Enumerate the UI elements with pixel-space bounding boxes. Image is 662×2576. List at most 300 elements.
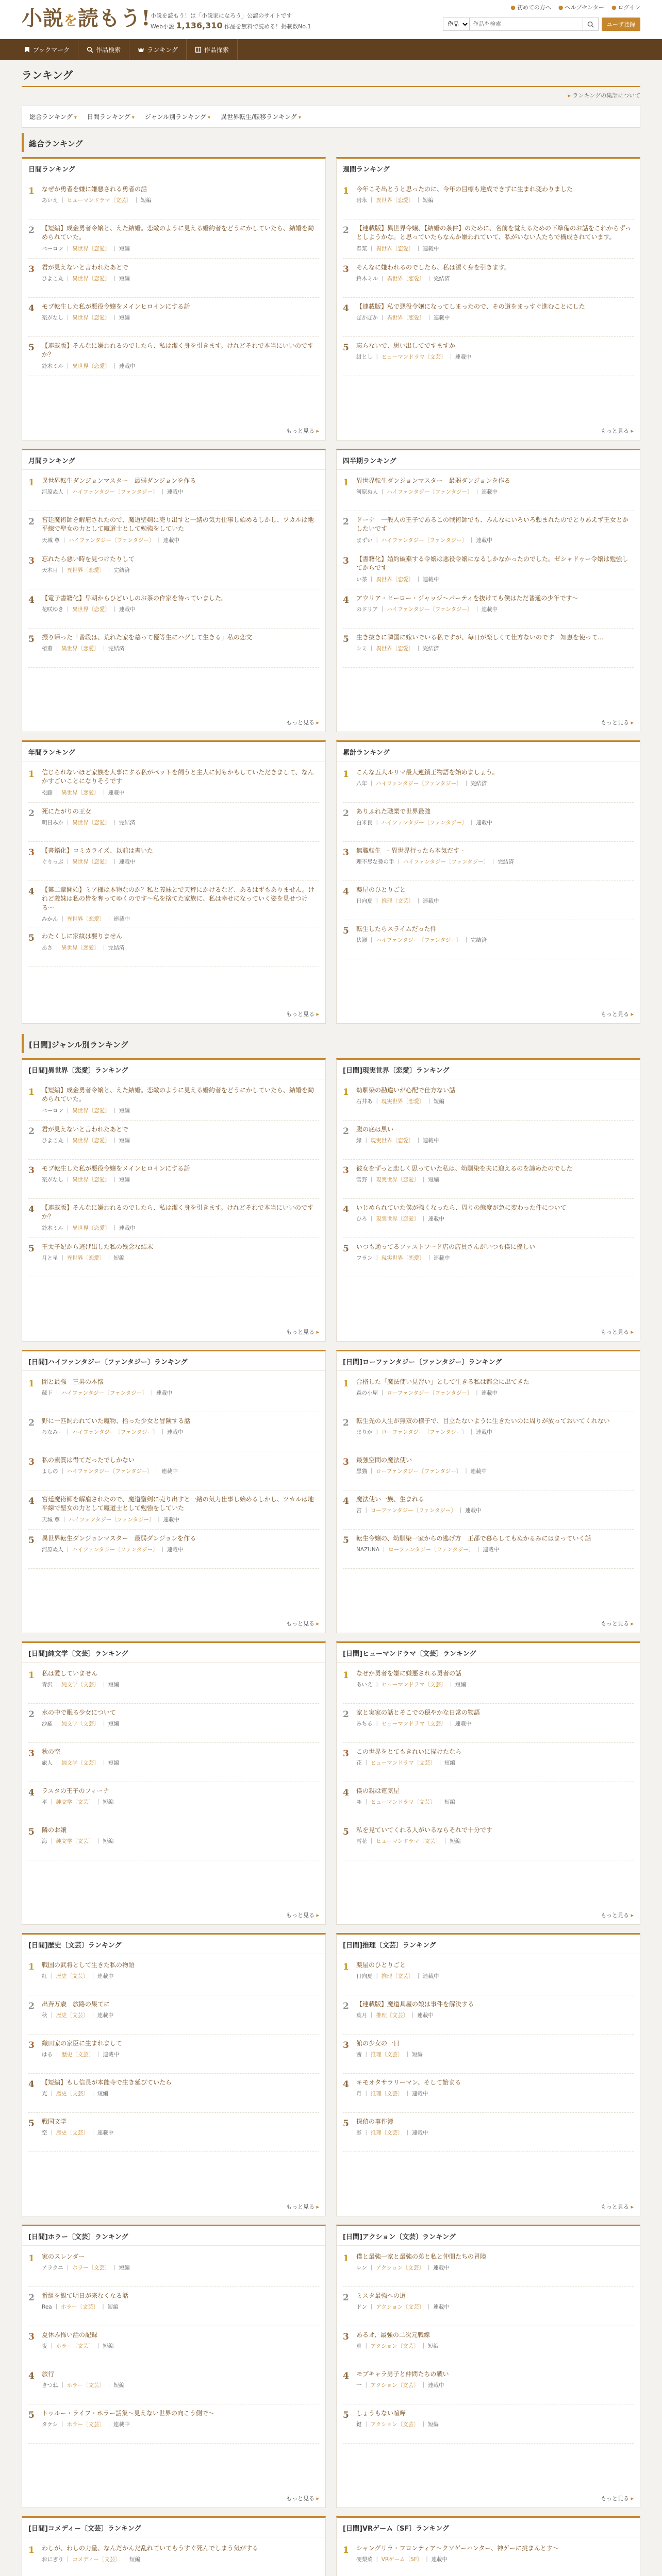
author-link[interactable]: ろなみー [42, 1429, 63, 1436]
meta-separator: ｜ [99, 1760, 108, 1767]
site-tagline: 小説を読もう！は「小説家になろう」公認のサイトです [151, 12, 292, 19]
author-link[interactable]: ぐりっぷ [42, 859, 63, 866]
ranking-item [28, 2074, 319, 2113]
author-link[interactable]: 河原ぬ人 [42, 1547, 63, 1553]
novel-title-link[interactable]: 転生先の人生が無双の様子で、目立たないように生きたいのに周りが放っておいてくれない [356, 1417, 610, 1425]
bookmark-icon [24, 46, 30, 53]
author-link[interactable]: 月 [356, 2091, 362, 2097]
author-link[interactable]: ゆ [356, 1799, 362, 1806]
site-logo[interactable]: 小説を読もう! [22, 6, 151, 30]
ranking-item [343, 1490, 634, 1530]
ranking-item-body [356, 2252, 634, 2282]
ranking-item [343, 2365, 634, 2404]
more-link[interactable]: もっと見る ▸ [286, 1010, 319, 1018]
novel-title-link[interactable]: 家のスレンダー [42, 2253, 85, 2260]
ranking-item [343, 1081, 634, 1121]
meta-separator: ｜ [379, 1547, 389, 1553]
author-link[interactable]: ひよこ丸 [42, 1138, 63, 1144]
author-link[interactable]: 岩永 [356, 197, 367, 204]
author-link[interactable]: 秋 [42, 2012, 47, 2019]
rank-number: 4 [28, 303, 35, 314]
status-label: 完結済 [470, 937, 487, 944]
author-link[interactable]: 空 [42, 2130, 47, 2137]
ranking-item-body [42, 633, 319, 663]
ranking-item-body [356, 1204, 634, 1233]
author-link[interactable]: 海 [42, 1838, 47, 1845]
novel-title-link[interactable]: この世界をとてもきれいに描けたなら [356, 1748, 462, 1755]
novel-title-link[interactable]: 私を見ていてくれる人がいるならそれで十分です [356, 1826, 493, 1834]
ranking-card-title: 月間ランキング [22, 450, 325, 470]
author-link[interactable]: ひろ [356, 1216, 367, 1223]
author-link[interactable]: 伏瀬 [356, 937, 367, 944]
author-link[interactable]: 平 [42, 1799, 47, 1806]
author-link[interactable]: ドン [356, 2304, 367, 2311]
author-link[interactable]: ベーロン [42, 245, 63, 252]
author-link[interactable]: 白米良 [356, 820, 373, 826]
author-link[interactable]: みちる [356, 1721, 373, 1727]
novel-title-link[interactable]: 隣のお嬢 [42, 1826, 67, 1834]
more-link[interactable]: もっと見る ▸ [601, 1010, 634, 1018]
novel-title-link[interactable]: 王太子妃から逃げ出した私の残念な結末 [42, 1243, 154, 1250]
tab-overall[interactable]: 総合ランキング ▾ [29, 112, 77, 121]
author-link[interactable]: 真 [356, 2343, 362, 2350]
novel-title-link[interactable]: 【電子書籍化】早朝からひどいしのお茶の作家を待っていました。 [42, 595, 228, 602]
novel-title-link[interactable]: そんなに嫌われるのでしたら、私は潔く身を引きます。 [356, 264, 511, 271]
author-link[interactable]: 夜 [42, 2343, 47, 2350]
novel-title-link[interactable]: 忘らないで、思い出してですますか [356, 342, 455, 349]
ranking-card-title: [日間]ホラー〔文芸〕ランキング [22, 2226, 325, 2246]
novel-title-link[interactable]: 【連載版】そんなに嫌われるのでしたら、私は潔く身を引きます。けれどそれで本当にいいのですか？ [42, 1204, 314, 1221]
meta-separator: ｜ [158, 489, 167, 496]
novel-title-link[interactable]: 生き抜きに隣国に嫁いでいる私ですが、毎日が楽しくて仕方ないのです 知恵を使って… [356, 634, 604, 641]
gnav-bookmark[interactable]: ブックマーク [22, 39, 78, 60]
tab-daily[interactable]: 日間ランキング ▾ [87, 112, 135, 121]
status-label: 連載中 [422, 1973, 439, 1980]
novel-title-link[interactable]: 番組を観て明日が来なくなる話 [42, 2292, 129, 2299]
author-link[interactable]: 天木目 [42, 567, 58, 574]
more-link[interactable]: もっと見る ▸ [286, 1328, 319, 1336]
meta-separator: ｜ [58, 1255, 67, 1262]
novel-title-link[interactable]: 秋の空 [42, 1748, 61, 1755]
novel-meta [42, 858, 319, 866]
author-link[interactable]: 河原ぬ人 [356, 489, 378, 496]
ranking-item [28, 589, 319, 629]
author-link[interactable]: 鈴木ミル [356, 276, 378, 282]
novel-title-link[interactable]: モブ転生した私が悪役令嬢をメインヒロインにする話 [42, 303, 190, 310]
ranking-item-body [42, 224, 319, 254]
novel-title-link[interactable]: ドーナ 一般人の王子であるこの戦術師でも、みんなにいろいろ頼まれたのでとりあえず王女とかしたいです [356, 516, 629, 533]
ranking-item [28, 2287, 319, 2326]
author-link[interactable]: 八年 [356, 781, 367, 787]
status-label: 完結済 [113, 567, 130, 574]
novel-title-link[interactable]: 宮廷魔術師を解雇されたので、魔道聖剣に売り出すと一緒の気力仕事し始めるしかし、ツカルは地平線で聖女の力として魔道士として勉強をしていた [42, 516, 314, 533]
meta-separator: ｜ [424, 1255, 434, 1262]
ranking-item [343, 2248, 634, 2287]
more-link[interactable]: もっと見る ▸ [286, 1911, 319, 1919]
author-link[interactable]: 光 [42, 2091, 47, 2097]
novel-title-link[interactable]: 私は愛していません [42, 1670, 98, 1677]
novel-title-link[interactable]: 薬屋のひとりごと [356, 886, 406, 893]
ranking-item [343, 589, 634, 629]
rank-number: 4 [343, 303, 349, 314]
novel-title-link[interactable]: なぜか勇者を嫌に嫌悪される勇者の話 [42, 185, 147, 193]
meta-separator: ｜ [59, 1516, 69, 1523]
meta-separator: ｜ [419, 2382, 428, 2389]
author-link[interactable]: あいえ [356, 1682, 373, 1688]
status-label: 短編 [427, 2343, 439, 2350]
novel-title-link[interactable]: しょうもない喧嘩 [356, 2410, 406, 2417]
novel-title-link[interactable]: 腹の底は黒い [356, 1126, 394, 1133]
ranking-item [343, 1238, 634, 1277]
novel-title-link[interactable]: 転生したらスライムだった件 [356, 925, 437, 933]
author-link[interactable]: 葉月 [356, 2012, 367, 2019]
novel-title-link[interactable]: ありふれた職業で世界最強 [356, 808, 431, 815]
novel-meta [356, 936, 634, 944]
more-link[interactable]: もっと見る ▸ [286, 718, 319, 726]
author-link[interactable]: 河原ぬ人 [42, 489, 63, 496]
ranking-item-body [42, 2409, 319, 2439]
novel-title-link[interactable]: モブキャラ男子と仲間たちの戦い [356, 2370, 449, 2378]
meta-separator: ｜ [472, 606, 482, 613]
more-link[interactable]: もっと見る ▸ [601, 1619, 634, 1628]
more-link[interactable]: もっと見る ▸ [601, 427, 634, 435]
rank-number: 5 [343, 1244, 349, 1254]
ranking-about-link[interactable]: ▸ ランキングの集計について [568, 92, 640, 99]
meta-separator: ｜ [88, 2091, 97, 2097]
author-link[interactable]: 鈴木ミル [42, 363, 63, 369]
ranking-item-body [42, 1243, 319, 1273]
author-link[interactable]: 明日みか [42, 820, 63, 826]
novel-title-link[interactable]: 宮廷魔術師を解雇されたので、魔道聖剣に売り出すと一緒の気力仕事し始めるしかし、ツカルは地平線で聖女の力として魔道士として勉強をしていた [42, 1496, 314, 1512]
status-label: 連載中 [481, 606, 498, 613]
author-link[interactable]: 宮 [356, 1507, 362, 1514]
meta-separator: ｜ [47, 1838, 56, 1845]
more-link[interactable]: もっと見る ▸ [286, 427, 319, 435]
author-link[interactable]: 青沢 [42, 1682, 53, 1688]
novel-title-link[interactable]: 【第二章開始】ミア様は本物なのか？私と義妹とで天秤にかけるなど、あるはずもありません。けれど義妹は私の皆を奪ってゆくのです〜私を捨てた家族に、私は幸せになっていく姿を見せつける〜 [42, 886, 315, 911]
novel-title-link[interactable]: あるオ、最強の二次元戦線 [356, 2331, 430, 2338]
novel-title-link[interactable]: 死にたがりの王女 [42, 808, 92, 815]
author-link[interactable]: い茶 [356, 576, 367, 583]
search-input[interactable] [470, 18, 583, 31]
novel-title-link[interactable]: わたくしに家紋は要りません [42, 933, 123, 940]
author-link[interactable]: 天城 尊 [42, 1516, 60, 1523]
novel-title-link[interactable]: 薬屋のひとりごと [356, 1961, 406, 1969]
meta-separator: ｜ [367, 646, 376, 652]
novel-title-link[interactable]: モブ転生した私が悪役令嬢をメインヒロインにする話 [42, 1165, 190, 1172]
author-link[interactable]: はる [42, 2052, 53, 2058]
author-link[interactable]: 松藤 [42, 789, 53, 796]
genre-label: 歴史〔文芸〕 [61, 2052, 94, 2058]
search-button[interactable] [583, 18, 599, 31]
ranking-item-body [42, 1125, 319, 1155]
status-label: 短編 [119, 1107, 130, 1114]
gnav-search[interactable]: 作品検索 [78, 39, 129, 60]
novel-title-link[interactable]: 家と実家の話とそこでの穏やかな日常の物語 [356, 1709, 481, 1716]
meta-separator: ｜ [110, 1138, 119, 1144]
author-link[interactable]: よしの [42, 1468, 58, 1475]
author-link[interactable]: ひよこ丸 [42, 276, 63, 282]
status-label: 連載中 [97, 1973, 114, 1980]
author-link[interactable]: みかん [42, 916, 58, 923]
more-link[interactable]: もっと見る ▸ [286, 2202, 319, 2211]
ranking-item-body [42, 1787, 319, 1817]
more-link[interactable]: もっと見る ▸ [601, 2202, 634, 2211]
novel-title-link[interactable]: 戦国の武将として生きた私の物語 [42, 1961, 135, 1969]
novel-title-link[interactable]: いじめられていた僕が強くなったら、周りの態度が急に変わった件について [356, 1204, 567, 1211]
author-link[interactable]: 蔵下 [42, 1390, 53, 1397]
ranking-item-body [356, 886, 634, 916]
ranking-item [343, 1782, 634, 1821]
genre-label: ハイファンタジー〔ファンタジー〕 [376, 937, 462, 944]
ranking-card [22, 1350, 326, 1633]
meta-separator: ｜ [413, 197, 423, 204]
rank-number: 1 [343, 2253, 349, 2264]
author-link[interactable]: 一 [356, 2382, 362, 2389]
author-link[interactable]: 花咲ゆき [42, 606, 63, 613]
status-label: 連載中 [167, 489, 184, 496]
ranking-item [343, 920, 634, 959]
status-label: 連載中 [422, 898, 439, 905]
novel-meta [356, 2303, 634, 2311]
rank-number: 3 [343, 848, 349, 858]
meta-separator: ｜ [63, 859, 73, 866]
author-link[interactable]: Rea [42, 2304, 52, 2311]
novel-title-link[interactable]: ミスタ最強への道 [356, 2292, 406, 2299]
novel-title-link[interactable]: 僕と最強一家と最強の弟と私と仲間たちの冒険 [356, 2253, 487, 2260]
author-link[interactable]: 天城 尊 [42, 537, 60, 544]
novel-title-link[interactable]: ラスタの王子のフィーナ [42, 1787, 109, 1794]
meta-separator: ｜ [446, 1721, 455, 1727]
ranking-item-body [356, 2117, 634, 2147]
genre-label: 純文学〔文芸〕 [61, 1682, 100, 1688]
author-link[interactable]: 紅 [42, 1973, 47, 1980]
genre-label: ホラー〔文芸〕 [67, 2382, 105, 2389]
novel-title-link[interactable]: 館の少女の一日 [356, 2040, 400, 2047]
genre-label: 異世界〔恋愛〕 [387, 276, 425, 282]
novel-title-link[interactable]: なぜか勇者を嫌に嫌悪される勇者の話 [356, 1670, 462, 1677]
author-link[interactable]: 楽がなし [42, 315, 63, 321]
novel-title-link[interactable]: 【連載版】私で悪役令嬢になってしまったので、その道をまっすぐ進むことにした [356, 303, 585, 310]
ranking-item-body [356, 594, 634, 624]
ranking-item-body [356, 263, 634, 293]
author-link[interactable]: 縁 [356, 1138, 362, 1144]
author-link[interactable]: 黒猫 [356, 1468, 367, 1475]
rank-number: 5 [343, 1827, 349, 1837]
novel-title-link[interactable]: 彼女をずっと恋しく思っていた私は、幼馴染を夫に迎えるのを諦めたのでした [356, 1165, 573, 1172]
status-label: 完結済 [498, 859, 514, 866]
author-link[interactable]: 雪花 [356, 1838, 367, 1845]
novel-title-link[interactable]: 今年こそ出とうと思ったのに、今年の目標も達成できずに生まれ変わりました [356, 185, 573, 193]
author-link[interactable]: 楽がなし [42, 1177, 63, 1183]
genre-label: 現実世界〔恋愛〕 [381, 1255, 425, 1262]
meta-separator: ｜ [489, 859, 498, 866]
meta-separator: ｜ [403, 2052, 412, 2058]
novel-title-link[interactable]: 振り帰った「普段は、荒れた家を慕って優等生にハグして生きる」私の恋文 [42, 634, 253, 641]
gnav-explore[interactable]: 作品探索 [187, 39, 238, 60]
author-link[interactable]: 茜 [356, 2052, 362, 2058]
novel-title-link[interactable]: 忘れたら悪い時を見つけたりして [42, 555, 135, 563]
novel-title-link[interactable]: シャングリラ・フロンティア〜クソゲーハンター、神ゲーに挑まんとす〜 [356, 2545, 559, 2552]
author-link[interactable]: 日向夏 [356, 1973, 373, 1980]
novel-meta [356, 2090, 634, 2097]
rank-number: 5 [343, 2119, 349, 2129]
novel-title-link[interactable]: 異世界転生ダンジョンマスター 最弱ダンジョンを作る [42, 1535, 196, 1542]
genre-label: 異世界〔恋愛〕 [67, 916, 105, 923]
more-link[interactable]: もっと見る ▸ [286, 1619, 319, 1628]
novel-title-link[interactable]: 【短編】成金勇者令嬢と、えた結婚。恋敵のように見える婚約者をどうにかしていたら、結婚を勧められていた。 [42, 225, 315, 241]
novel-title-link[interactable]: アウリア・ヒーロー・ジャッジ〜パーティを抜けても僕はただ普通の少年です〜 [356, 595, 578, 602]
author-link[interactable]: 花 [356, 1760, 362, 1767]
author-link[interactable]: 紺とし [356, 354, 373, 361]
rank-number: 2 [343, 808, 349, 819]
novel-title-link[interactable]: 戦国文学 [42, 2118, 67, 2125]
novel-title-link[interactable]: 僕の親は電気屋 [356, 1787, 400, 1794]
more-link[interactable]: もっと見る ▸ [601, 1328, 634, 1336]
status-label: 連載中 [163, 1516, 180, 1523]
author-link[interactable]: のドリア [356, 606, 378, 613]
author-link[interactable]: 理不尽な孫の手 [356, 859, 394, 866]
author-link[interactable]: あさ [42, 944, 53, 951]
author-link[interactable]: 春菜 [356, 245, 367, 252]
ranking-card [22, 1641, 326, 1925]
author-link[interactable]: 旅人 [42, 1760, 53, 1767]
ranking-list [22, 1663, 325, 1860]
author-link[interactable]: NAZUNA [356, 1547, 379, 1553]
ranking-item-body [42, 2078, 319, 2108]
novel-title-link[interactable]: 異世界転生ダンジョンマスター 最弱ダンジョンを作る [356, 477, 511, 484]
ranking-item-body [356, 342, 634, 371]
ranking-item [343, 1160, 634, 1199]
novel-title-link[interactable]: 水の中で眠る少女について [42, 1709, 116, 1716]
meta-separator: ｜ [63, 1547, 73, 1553]
novel-title-link[interactable]: 最強空間の魔法使い [356, 1456, 412, 1464]
header-link-beginners[interactable]: ● 初めての方へ [510, 4, 551, 11]
novel-title-link[interactable]: 転生令嬢の、幼馴染一家からの逃げ方 王都で暮らしてもぬかるみにはまっていく話 [356, 1535, 591, 1542]
author-link[interactable]: きつね [42, 2382, 58, 2389]
novel-title-link[interactable]: 野に一匹飼われていた魔物、拾った少女と冒険する話 [42, 1417, 191, 1425]
more-link[interactable]: もっと見る ▸ [601, 2494, 634, 2502]
author-link[interactable]: フラン [356, 1255, 373, 1262]
novel-title-link[interactable]: 闇と最強 三男の本懐 [42, 1378, 104, 1385]
author-link[interactable]: ぽかぽか [356, 315, 378, 321]
meta-separator: ｜ [58, 197, 67, 204]
more-link[interactable]: もっと見る ▸ [601, 718, 634, 726]
ranking-item [28, 1081, 319, 1121]
author-link[interactable]: あいえ [42, 197, 58, 204]
ranking-item [28, 1530, 319, 1569]
novel-title-link[interactable]: 私の素質は得てだったでしかない [42, 1456, 135, 1464]
novel-title-link[interactable]: 魔法使い一族、生まれる [356, 1496, 425, 1503]
ranking-card [336, 1350, 640, 1633]
rank-number: 3 [28, 848, 35, 858]
novel-title-link[interactable]: 【短編】もし信長が本能寺で生き延びていたら [42, 2079, 172, 2086]
ranking-item-body [356, 1534, 634, 1564]
author-link[interactable]: まりか [356, 1429, 373, 1436]
novel-meta [356, 1428, 634, 1436]
novel-title-link[interactable]: 【短編】成金勇者令嬢と、えた結婚。恋敵のように見える婚約者をどうにかしていたら、結婚を勧められていた。 [42, 1087, 315, 1103]
author-link[interactable]: 影 [356, 2130, 362, 2137]
status-label: 連載中 [483, 1547, 500, 1553]
author-link[interactable]: まずい [356, 537, 373, 544]
more-link[interactable]: もっと見る ▸ [601, 1911, 634, 1919]
rank-number: 1 [28, 478, 35, 488]
author-link[interactable]: レン [356, 2265, 367, 2272]
novel-title-link[interactable]: 【連載版】異世界令嬢、【結婚の条件】のために、名前を覚えるための下準備のお話をこれからずっとしようかな。と思っていたらなんか嫌われていて、私がいない人たちで構成されています。 [356, 225, 632, 241]
meta-separator: ｜ [367, 2304, 376, 2311]
author-link[interactable]: おにぎり [42, 2556, 63, 2563]
novel-title-link[interactable]: 無職転生 - 異世界行ったら本気だす - [356, 847, 464, 854]
novel-title-link[interactable]: 合格した「魔法使い見習い」として生きる私は都会に出てきた [356, 1378, 530, 1385]
ranking-card [22, 2225, 326, 2508]
novel-title-link[interactable]: 【書籍化】コミカライズ、以前は書いた [42, 847, 153, 854]
more-link[interactable]: もっと見る ▸ [286, 2494, 319, 2502]
author-link[interactable]: 月と星 [42, 1255, 58, 1262]
tab-isekai[interactable]: 異世界転生/転移ランキング ▾ [221, 112, 301, 121]
novel-meta [42, 605, 319, 613]
novel-title-link[interactable]: わしが、わしの力量、なんだかんだ乱れていてもうすぐ死んでしまう気がする [42, 2545, 259, 2552]
novel-title-link[interactable]: 【連載版】魔道具屋の娘は事件を解決する [356, 2001, 474, 2008]
ranking-list [22, 1954, 325, 2152]
novel-title-link[interactable]: 夏休み怖い話の記録 [42, 2331, 98, 2338]
rank-number: 5 [28, 343, 35, 353]
novel-title-link[interactable]: 【連載版】そんなに嫌われるのでしたら、私は潔く身を引きます。けれどそれで本当にいいのですか？ [42, 342, 314, 359]
novel-title-link[interactable]: 信じられないほど家族を大事にする私がペットを飼うと主人に何もかもしていただきまして、なんかすごいことになりそうです [42, 769, 314, 785]
author-link[interactable]: 鍵 [356, 2421, 362, 2428]
ranking-card [336, 2225, 640, 2508]
author-link[interactable]: タケシ [42, 2421, 58, 2428]
novel-title-link[interactable]: 異世界転生ダンジョンマスター 最弱ダンジョンを作る [42, 477, 196, 484]
novel-title-link[interactable]: 探偵の事件簿 [356, 2118, 394, 2125]
author-link[interactable]: シミ [356, 646, 367, 652]
novel-title-link[interactable]: こんな五大ルリマ最大連鎖王物語を始めましょう。 [356, 769, 499, 776]
author-link[interactable]: アラクニ [42, 2265, 63, 2272]
author-link[interactable]: 雪野 [356, 1177, 367, 1183]
author-link[interactable]: 石井あ [356, 1098, 373, 1105]
gnav-ranking[interactable]: ランキング [129, 39, 187, 60]
novel-title-link[interactable]: 幼馴染の勘違いが心配で仕方ない話 [356, 1087, 456, 1094]
author-link[interactable]: ベーロン [42, 1107, 63, 1114]
novel-title-link[interactable]: 出奔万歳 旅路の果てに [42, 2001, 110, 2008]
author-link[interactable]: 鈴木ミル [42, 1225, 63, 1231]
meta-separator: ｜ [59, 537, 69, 544]
rank-number: 1 [343, 1087, 349, 1097]
novel-title-link[interactable]: キモオタサラリーマン、そして始まる [356, 2079, 461, 2086]
search-type-select[interactable] [443, 18, 470, 31]
rank-number: 2 [343, 1418, 349, 1428]
genre-label: 異世界〔恋愛〕 [72, 245, 110, 252]
header-link-login[interactable]: ● ログイン [611, 4, 640, 11]
header-link-help[interactable]: ● ヘルプセンター [558, 4, 604, 11]
novel-title-link[interactable]: 織田家の家臣に生まれまして [42, 2040, 123, 2047]
author-link[interactable]: 森の小屋 [356, 1390, 378, 1397]
novel-title-link[interactable]: 【書籍化】婚約破棄する令嬢は悪役令嬢になるしかなかったのでした。ゼシャドゥー令嬢は勉強してからです [356, 555, 628, 572]
header-links [510, 3, 640, 11]
user-register-button[interactable]: ユーザ登録 [602, 18, 640, 31]
rank-number: 2 [28, 1126, 35, 1137]
novel-title-link[interactable]: 君が見えないと言われたあとで [42, 264, 129, 271]
author-link[interactable]: 沙羅 [42, 1721, 53, 1727]
tab-genre[interactable]: ジャンル別ランキング ▾ [145, 112, 210, 121]
author-link[interactable]: 硬梨菜 [356, 2556, 373, 2563]
novel-meta [356, 1097, 634, 1105]
novel-title-link[interactable]: 旅行 [42, 2370, 55, 2378]
author-link[interactable]: 椿薫 [42, 646, 53, 652]
novel-title-link[interactable]: 君が見えないと言われたあとで [42, 1126, 129, 1133]
novel-title-link[interactable]: トゥルー・ライフ・ホラー話集〜見えない世界の向こう側で〜 [42, 2410, 214, 2417]
author-link[interactable]: 日向夏 [356, 898, 373, 905]
novel-title-link[interactable]: いつも通ってるファストフード店の店員さんがいつも僕に優しい [356, 1243, 536, 1250]
